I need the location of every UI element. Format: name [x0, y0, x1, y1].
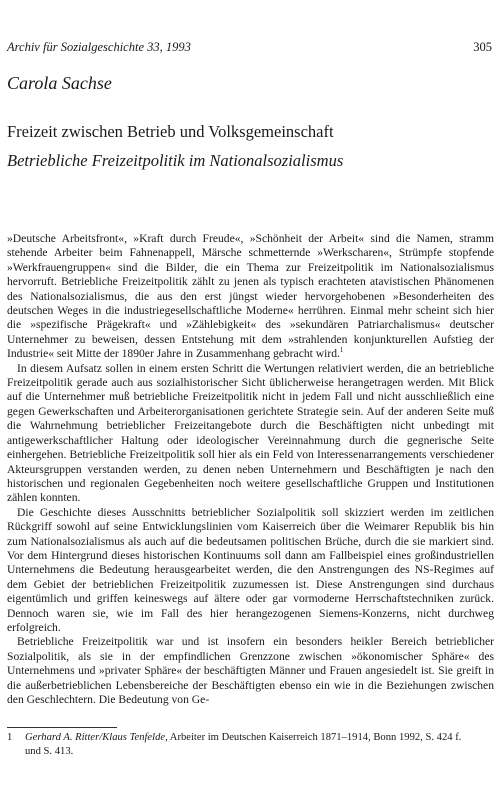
- footnote-authors: Gerhard A. Ritter/Klaus Tenfelde,: [25, 732, 168, 743]
- paragraph-1: [7, 232, 494, 362]
- page-number: 305: [473, 40, 492, 54]
- article-subtitle: Betriebliche Freizeitpolitik im Nationalsozialismus: [7, 151, 344, 170]
- footnote-reference[interactable]: 1: [339, 346, 344, 355]
- footnote-number: 1: [7, 732, 13, 743]
- paragraph-text: Betriebliche Freizeitpolitik war und ist insofern ein besonders heikler Bereich betrieblicher Sozialpolitik, als sie in der empfindlichen Grenzzone zwischen »ökonomischer Sphäre« des Unternehmens und »privater Sphäre« der beschäftigten Männer und Frauen angesiedelt ist. Sie greift in die außerbetrieblichen Lebensbereiche der Beschäftigten ebenso ein wie in die Beziehungen zwischen den Geschlechtern. Die Bedeutung von Ge-: [7, 635, 494, 706]
- paragraph-text: »Deutsche Arbeitsfront«, »Kraft durch Freude«, »Schönheit der Arbeit« sind die Namen, stramm stehende Arbeiter beim Fahnenappell, Märsche schmetternde »Werkscharen«, Strümpfe stopfende »Werkfrauengruppen« sind die Bilder, die ein Thema zur Freizeitpolitik im Nationalsozialismus hervorruft. Betriebliche Freizeitpolitik zählt zu jenen als typisch erachteten atavistischen Phänomenen des Nationalsozialismus, die aus den erst jüngst wieder hervorgehobenen »Besonderheiten des deutschen Weges in die industriegesellschaftliche Moderne« herrühren. Einmal mehr scheint sich hier die »spezifische Prägekraft« und »Zählebigkeit« des »sekundären Patriarchalismus« deutscher Unternehmer zu beweisen, dessen Entstehung mit dem »strahlenden konjunkturellen Aufstieg der Industrie« seit Mitte der 1890er Jahre in Zusammenhang gebracht wird.: [7, 232, 494, 361]
- paragraph-text: Die Geschichte dieses Ausschnitts betrieblicher Sozialpolitik soll skizziert werden im zeitlichen Rückgriff sowohl auf seine Entwicklungslinien vom Kaiserreich über die Weimarer Republik bis hin zum Nationalsozialismus als auch auf die bedeutsamen politischen Brüche, durch die sie markiert sind. Vor dem Hintergrund dieses historischen Kontinuums soll dann am Fallbeispiel eines großindustriellen Unternehmens die Bedeutung herausgearbeitet werden, die den Anstrengungen des NS-Regimes auf dem Gebiet der betrieblichen Freizeitpolitik zuzumessen ist. Diese Anstrengungen sind durchaus eigentümlich und griffen keineswegs auf ältere oder gar vormoderne Herrschaftstechniken zurück. Dennoch waren sie, wie im Fall des hier herangezogenen Siemens-Konzerns, nicht durchweg erfolgreich.: [7, 505, 494, 634]
- article-author: Carola Sachse: [7, 73, 112, 93]
- paragraph-2: [7, 362, 494, 506]
- footnote-text: [25, 731, 467, 758]
- paragraph-3: [7, 506, 494, 636]
- paragraph-text: In diesem Aufsatz sollen in einem ersten Schritt die Wertungen relativiert werden, die an betriebliche Freizeitpolitik gerade auch aus sozialhistorischer Sicht üblicherweise herangetragen werden. Mit Blick auf die Unternehmer muß betriebliche Freizeitpolitik nicht in jedem Fall und nicht ausschließlich eine gegen Gewerkschaften und Arbeiterorganisationen gerichtete Strategie sein. Auf der anderen Seite muß die Wahrnehmung betrieblicher Freizeitangebote durch die Beschäftigten nicht unbedingt mit antigewerkschaftlicher Haltung oder ideologischer Vereinnahmung durch die gegnerische Seite einhergehen. Betriebliche Freizeitpolitik soll hier als ein Feld von Interessenarrangements verschiedener Akteursgruppen verstanden werden, zu denen neben Unternehmern und Beschäftigten je nach den historischen und regionalen Gegebenheiten noch weitere gesellschaftliche Gruppen und Institutionen zählen konnten.: [7, 361, 494, 505]
- journal-citation: Archiv für Sozialgeschichte 33, 1993: [7, 40, 191, 54]
- running-head: [7, 40, 492, 56]
- article-title: Freizeit zwischen Betrieb und Volksgemeinschaft: [7, 122, 334, 141]
- footnote-citation: Arbeiter im Deutschen Kaiserreich 1871–1914, Bonn 1992, S. 424 f. und S. 413.: [25, 732, 462, 757]
- footnote-divider: [7, 727, 117, 728]
- footnote-1: [7, 731, 467, 758]
- article-body: [7, 232, 494, 707]
- paragraph-4: [7, 635, 494, 707]
